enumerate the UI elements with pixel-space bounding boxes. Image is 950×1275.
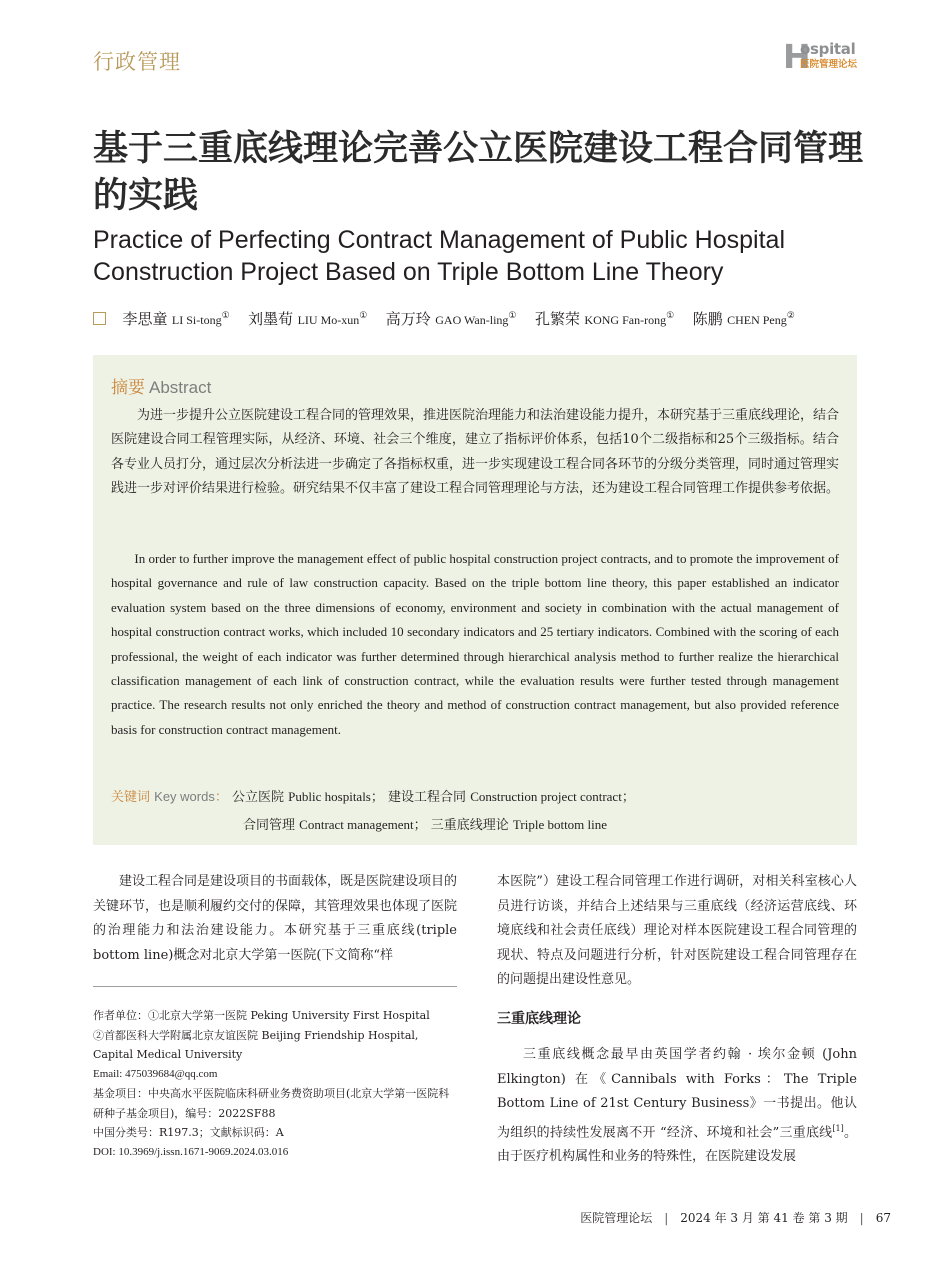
section-label: 行政管理	[93, 50, 181, 74]
author-line	[93, 308, 873, 329]
article-title-en: Practice of Perfecting Contract Management of Public Hospital Construction Project Based on Triple Bottom Line Theory	[93, 226, 786, 286]
keywords-line-1	[111, 786, 635, 805]
logo-word: ospital	[800, 40, 856, 58]
footnote-email: Email: 475039684@qq.com	[93, 1067, 218, 1080]
body-paragraph-theory: 三重底线概念最早由英国学者约翰 · 埃尔金顿 (John Elkington) 在《Cannibals with Forks：The Triple Bottom Line of 21st Century Business》一书提出。他认为组织的持续性发展离不开 “经济、环境和社会”三重底线[1]。由于医疗机构属性和业务的特殊性，在医院建设发展	[497, 1047, 857, 1165]
logo-cn: 医院管理论坛	[800, 59, 858, 70]
footer-journal: 医院管理论坛	[580, 1211, 653, 1225]
article-title-cn: 基于三重底线理论完善公立医院建设工程合同管理的实践	[93, 129, 864, 216]
keyword: 合同管理 Contract management；	[243, 817, 427, 833]
footnote-unit-1: 作者单位：①北京大学第一医院 Peking University First Hospital	[93, 1009, 430, 1022]
citation-ref: [1]	[832, 1123, 844, 1133]
footnote-clc: 中国分类号：R197.3；文献标识码：A	[93, 1126, 284, 1139]
footnotes	[93, 1006, 457, 1162]
abstract-en: In order to further improve the management effect of public hospital construction project contracts, and to promote the improvement of hospital governance and rule of law construction capacity. Based on the triple bottom line theory, this paper established an indicator evaluation system based on the three dimensions of economy, environment and society in combination with the actual management of hospital construction contract works, which included 10 secondary indicators and 25 tertiary indicators. Combined with the scoring of each professional, the weight of each indicator was further determined through hierarchical analysis method to further realize the hierarchical classification management of each link of construction contract, while the evaluation results were further tested through management practice. The research results not only enriched the theory and method of construction contract management, but also provided reference basis for construction contract management.	[111, 551, 839, 737]
abstract-heading: 摘要 Abstract	[111, 378, 212, 398]
footnote-doi: DOI: 10.3969/j.issn.1671-9069.2024.03.016	[93, 1145, 289, 1158]
author: 孔繁荣 KONG Fan-rong①	[534, 310, 675, 328]
keywords-line-2	[243, 814, 607, 833]
author: 高万玲 GAO Wan-ling①	[385, 310, 517, 328]
logo-letter: H	[783, 37, 811, 76]
abstract-cn: 为进一步提升公立医院建设工程合同的管理效果，推进医院治理能力和法治建设能力提升，本研究基于三重底线理论，结合医院建设合同工程管理实际，从经济、环境、社会三个维度，建立了指标评价体系，包括10个二级指标和25个三级指标。结合各专业人员打分，通过层次分析法进一步确定了各指标权重，进一步实现建设工程合同各环节的分级分类管理，同时通过管理实践进一步对评价结果进行检验。研究结果不仅丰富了建设工程合同管理理论与方法，还为建设工程合同管理工作提供参考依据。	[111, 408, 840, 497]
author: 刘墨荀 LIU Mo-xun①	[248, 310, 368, 328]
body-paragraph-continued: 本医院”）建设工程合同管理工作进行调研，对相关科室核心人员进行访谈，并结合上述结果与三重底线（经济运营底线、环境底线和社会责任底线）理论对样本医院建设工程合同管理的现状、特点及问题进行分析，针对医院建设工程合同管理存在的问题提出建设性意见。	[497, 874, 857, 987]
journal-logo	[783, 37, 861, 77]
square-bullet-icon	[93, 312, 106, 325]
footer-issue: 2024 年 3 月 第 41 卷 第 3 期	[680, 1211, 848, 1225]
section-heading: 三重底线理论	[497, 1011, 581, 1027]
keyword: 建设工程合同 Construction project contract；	[388, 789, 635, 805]
footnote-fund: 基金项目：中央高水平医院临床科研业务费资助项目(北京大学第一医院科研种子基金项目)，编号：2022SF88	[93, 1087, 450, 1120]
page-number: 67	[875, 1211, 891, 1225]
footnote-unit-2: ②首都医科大学附属北京友谊医院 Beijing Friendship Hospital, Capital Medical University	[93, 1028, 419, 1061]
body-paragraph-intro: 建设工程合同是建设项目的书面载体，既是医院建设项目的关键环节，也是顺利履约交付的保障，其管理效果也体现了医院的治理能力和法治建设能力。本研究基于三重底线(triple bottom line)概念对北京大学第一医院(下文简称“样	[93, 874, 458, 963]
author: 李思童 LI Si-tong①	[122, 310, 230, 328]
footnote-divider	[93, 986, 457, 987]
keyword: 公立医院 Public hospitals；	[232, 789, 384, 805]
keywords-label: 关键词 Key words：	[111, 789, 228, 805]
keyword: 三重底线理论 Triple bottom line	[430, 817, 608, 833]
author: 陈鹏 CHEN Peng②	[692, 310, 795, 328]
page-footer: 医院管理论坛 | 2024 年 3 月 第 41 卷 第 3 期 | 67	[580, 1211, 891, 1225]
